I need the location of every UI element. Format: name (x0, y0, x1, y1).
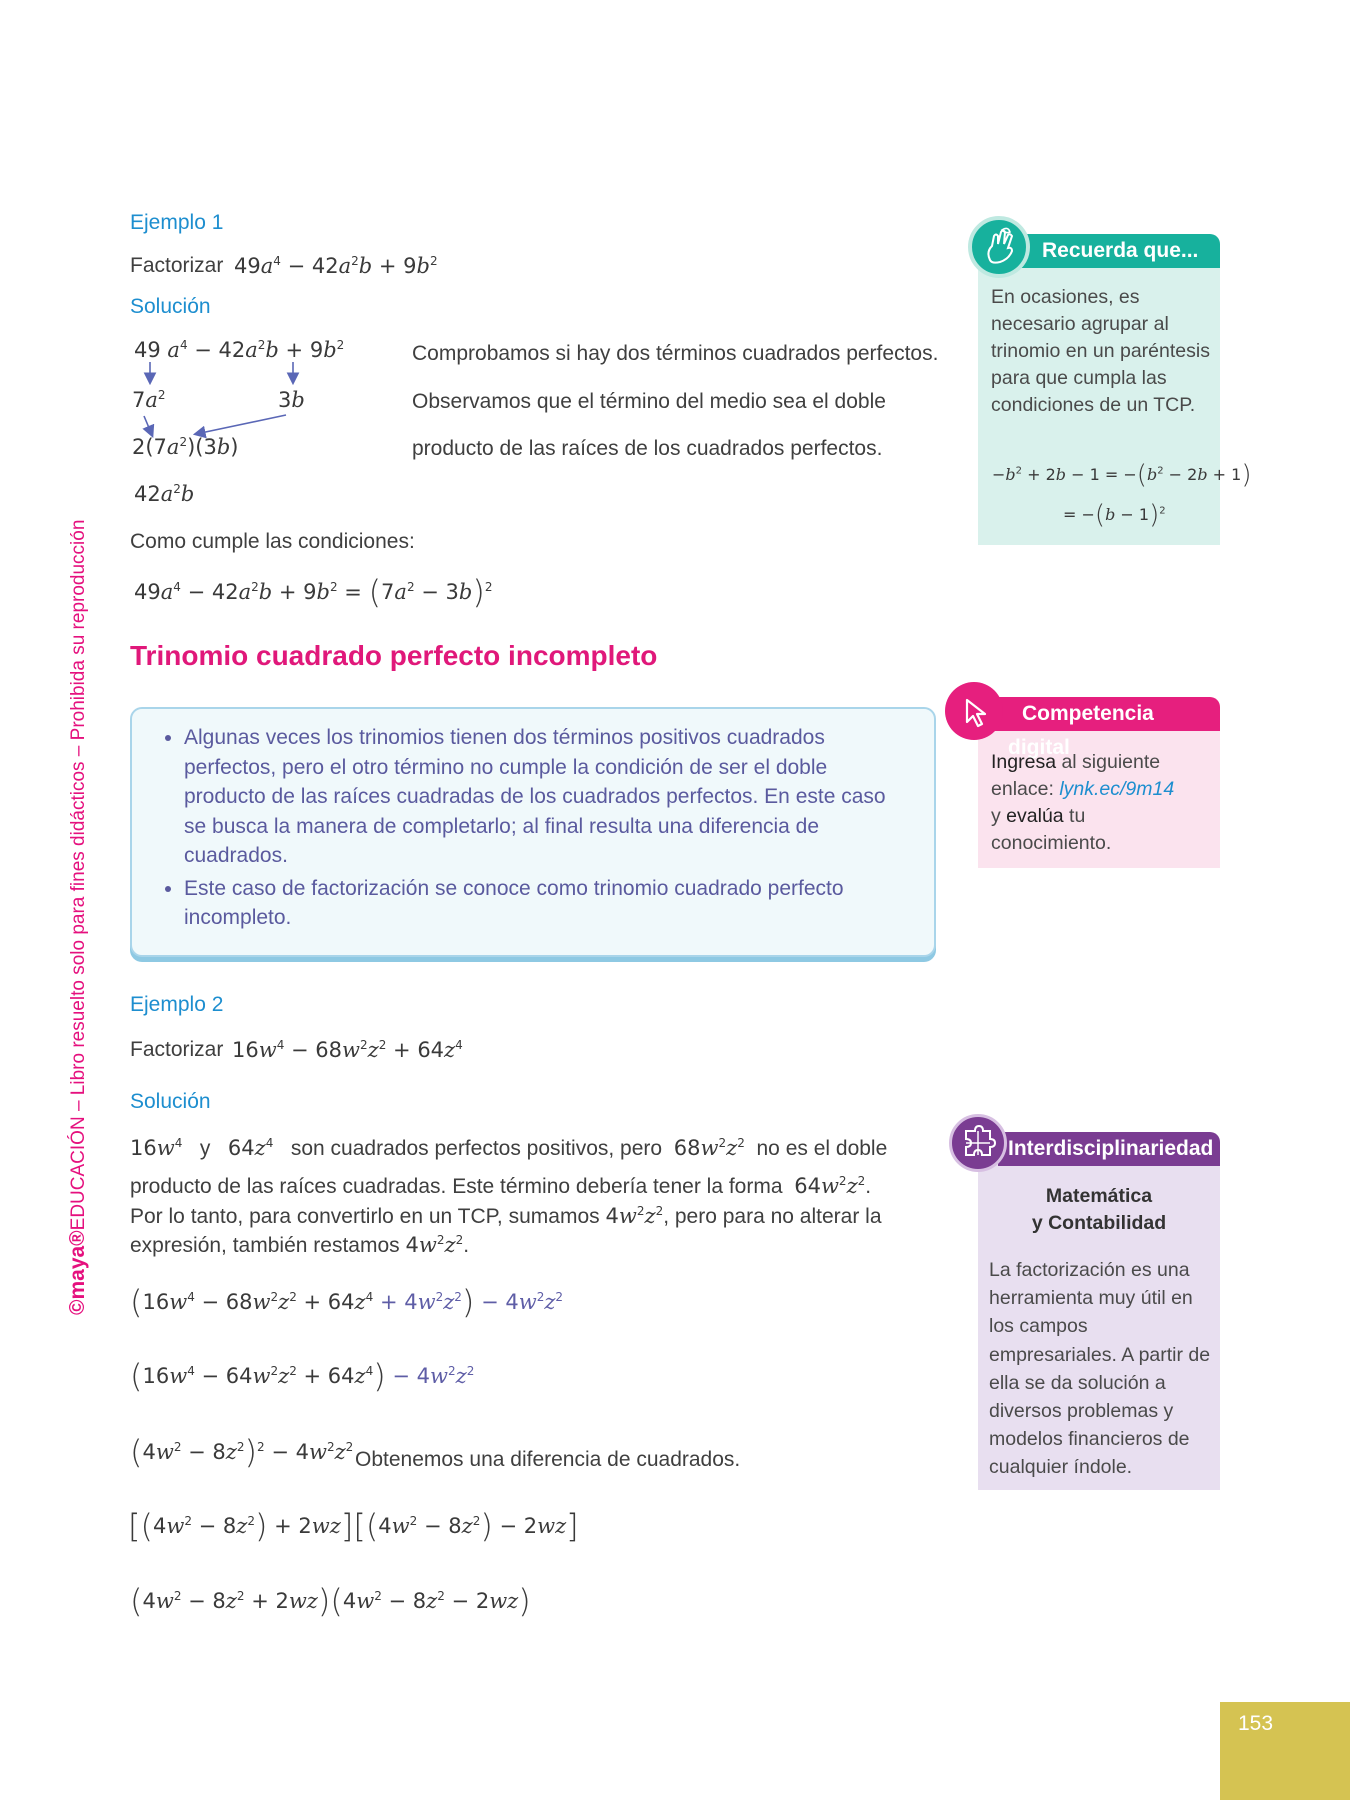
ejemplo1-solucion: Solución (130, 295, 211, 318)
interdisciplinariedad-subtitle: Matemática y Contabilidad (1031, 1185, 1167, 1234)
recuerda-header: Recuerda que... (1020, 234, 1220, 268)
ejemplo2-paragraph-line4: expresión, también restamos $4w^2z^2$. (130, 1233, 470, 1257)
ejemplo1-middle-term: $42a^2b$ (134, 482, 195, 506)
copyright-watermark: ©maya®EDUCACIÓN – Libro resuelto solo para fines didácticos – Prohibida su reproducción (66, 519, 89, 1315)
ejemplo2-step-1: $(16w^4 - 68w^2z^2 + 64z^4 + 4w^2z^2) - 4w^2z^2$ (130, 1283, 564, 1321)
ejemplo2-solucion: Solución (130, 1090, 211, 1113)
ejemplo1-explain-2: Observamos que el término del medio sea el doble (412, 390, 886, 413)
ejemplo1-explain-3: producto de las raíces de los cuadrados perfectos. (412, 437, 883, 460)
ejemplo1-root-a: $7a^2$ (132, 388, 166, 412)
competencia-text: Ingresa al siguiente enlace: lynk.ec/9m14 y evalúa tu conocimiento. (991, 751, 1175, 854)
cursor-icon (945, 682, 1003, 740)
info-box (130, 707, 936, 957)
ejemplo1-conclusion: Como cumple las condiciones: (130, 530, 415, 553)
ejemplo1-double-product: $2(7a^2)(3b)$ (132, 435, 239, 459)
ejemplo1-step-trinomial: 49 $a^4 - 42a^2b + 9b^2$ (134, 338, 345, 362)
recuerda-formula-1: $-b^2 + 2b - 1 = -(b^2 - 2b + 1)$ (992, 460, 1252, 490)
competencia-link[interactable]: lynk.ec/9m14 (1059, 778, 1175, 800)
info-bullet: • Algunas veces los trinomios tienen dos términos positivos cuadrados perfectos, pero el otro término no cumple la condición de ser el doble producto de las raíces cuadradas de los cuadrados perfectos. En este caso se busca la manera de completarlo; al final resulta una diferencia de cuadrados. (184, 723, 904, 871)
puzzle-icon (949, 1114, 1007, 1172)
interdisciplinariedad-text: La factorización es una herramienta muy útil en los campos empresariales. A partir de ella se da solución a diversos problemas y modelos financieros de cualquier índole. (989, 1259, 1211, 1479)
ejemplo1-title: Ejemplo 1 (130, 211, 224, 234)
ejemplo1-explain-1: Comprobamos si hay dos términos cuadrados perfectos. (412, 342, 939, 365)
ejemplo2-paragraph-line2: producto de las raíces cuadradas. Este término debería tener la forma $64w^2z^2$. (130, 1174, 872, 1198)
info-bullet: • Este caso de factorización se conoce como trinomio cuadrado perfecto incompleto. (184, 874, 904, 933)
ejemplo2-expression: $16w^4 - 68w^2z^2 + 64z^4$ (232, 1038, 463, 1062)
ejemplo1-result: $49a^4 - 42a^2b + 9b^2 = (7a^2 - 3b)^2$ (134, 573, 493, 611)
reminder-hand-icon (968, 216, 1030, 278)
ejemplo1-factor-label: Factorizar (130, 254, 224, 277)
ejemplo2-factor-label: Factorizar (130, 1038, 224, 1061)
recuerda-formula-2: = $-(b - 1)^2$ (1063, 500, 1166, 530)
section-title: Trinomio cuadrado perfecto incompleto (130, 640, 658, 671)
competencia-header: Competencia digital (990, 697, 1220, 731)
interdisciplinariedad-header: Interdisciplinariedad (998, 1132, 1220, 1166)
ejemplo1-root-b: 3b (278, 388, 305, 412)
ejemplo2-diff-note: Obtenemos una diferencia de cuadrados. (355, 1448, 741, 1471)
ejemplo2-title: Ejemplo 2 (130, 993, 224, 1016)
ejemplo2-step-3: $(4w^2 - 8z^2)^2 - 4w^2z^2$ (130, 1433, 354, 1471)
ejemplo2-paragraph-line3: Por lo tanto, para convertirlo en un TCP, sumamos $4w^2z^2$, pero para no alterar la (130, 1204, 882, 1228)
page-number: 153 (1238, 1712, 1274, 1735)
ejemplo2-step-4: $[(4w^2 - 8z^2) + 2wz][(4w^2 - 8z^2) - 2wz]$ (128, 1507, 579, 1545)
ejemplo1-expression: $49a^4 - 42a^2b + 9b^2$ (234, 254, 438, 278)
ejemplo2-step-2: $(16w^4 - 64w^2z^2 + 64z^4) - 4w^2z^2$ (130, 1357, 475, 1395)
ejemplo2-paragraph-line1: $16w^4$ y $64z^4$ son cuadrados perfectos positivos, pero $68w^2z^2$ no es el doble (130, 1136, 888, 1160)
ejemplo1-arrows (130, 360, 300, 440)
recuerda-text: En ocasiones, es necesario agrupar al trinomio en un paréntesis para que cumpla las condiciones de un TCP. (991, 286, 1210, 416)
ejemplo2-step-5: $(4w^2 - 8z^2 + 2wz)(4w^2 - 8z^2 - 2wz)$ (130, 1582, 531, 1620)
